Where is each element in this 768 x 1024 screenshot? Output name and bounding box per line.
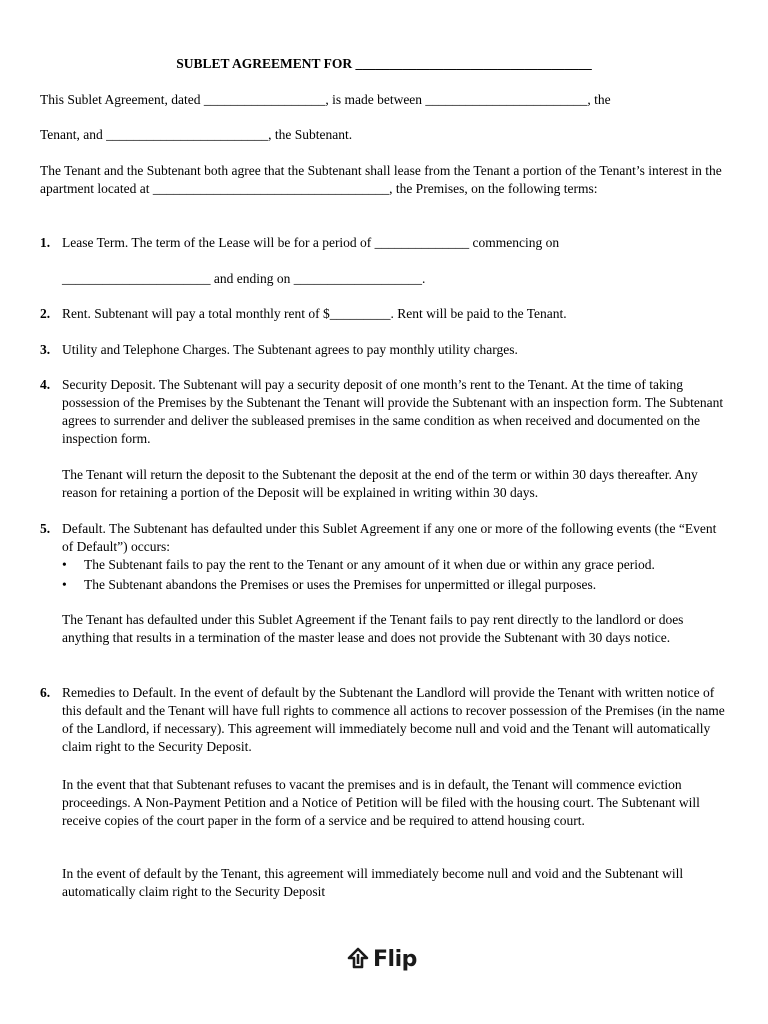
section-1-line-1: Lease Term. The term of the Lease will be for a period of ______________ commencing on <box>62 235 560 250</box>
bullet-text: The Subtenant abandons the Premises or uses the Premises for unpermitted or illegal purposes. <box>84 577 597 592</box>
bullet-icon: • <box>62 577 67 592</box>
section-6-text: Remedies to Default. In the event of default by the Subtenant the Landlord will provide the Tenant with written notice of this default and the Tenant will have full rights to commence all actions to recover possession of the Premises (in the name of the Landlord, if necessary). This agreement will immediately become null and void and the Tenant will automatically claim right to the Security Deposit. <box>62 685 725 754</box>
bullet-text: The Subtenant fails to pay the rent to the Tenant or any amount of it when due or within any grace period. <box>84 557 655 572</box>
section-number: 4. <box>40 377 51 392</box>
document-title: SUBLET AGREEMENT FOR ___________________________________ <box>176 56 592 71</box>
section-6-paragraph-2: In the event that that Subtenant refuses to vacant the premises and is in default, the Tenant will commence eviction proceedings. A Non-Payment Petition and a Notice of Petition will be filed with the housing court. The Subtenant will receive copies of the court paper in the form of a service and be required to attend housing court. <box>62 777 700 828</box>
section-2-text: Rent. Subtenant will pay a total monthly rent of $_________. Rent will be paid to the Tenant. <box>62 306 567 321</box>
section-5 <box>40 520 730 556</box>
section-number: 2. <box>40 306 51 321</box>
flip-logo[interactable] <box>346 945 417 975</box>
section-6-paragraph-3: In the event of default by the Tenant, this agreement will immediately become null and void and the Subtenant will automatically claim right to the Security Deposit <box>62 866 684 899</box>
section-number: 6. <box>40 685 51 700</box>
section-5-text: Default. The Subtenant has defaulted under this Sublet Agreement if any one or more of the following events (the “Event of Default”) occurs: <box>62 521 717 554</box>
section-5-bullet <box>62 576 730 594</box>
section-3-text: Utility and Telephone Charges. The Subtenant agrees to pay monthly utility charges. <box>62 342 518 357</box>
section-number: 1. <box>40 235 51 250</box>
section-number: 3. <box>40 342 51 357</box>
section-1 <box>40 234 730 252</box>
logo-text: Flip <box>373 947 417 972</box>
section-2 <box>40 305 730 323</box>
section-1-line-2: ______________________ and ending on ___________________. <box>62 271 426 286</box>
intro-line-1: This Sublet Agreement, dated __________________, is made between ________________________, the <box>40 92 611 107</box>
section-6 <box>40 684 730 756</box>
flip-arrow-icon <box>346 946 370 975</box>
section-4-text: Security Deposit. The Subtenant will pay a security deposit of one month’s rent to the Tenant. At the time of taking possession of the Premises by the Subtenant the Tenant will provide the Subtenant with an inspection form. The Subtenant agrees to surrender and deliver the subleased premises in the same condition as when received and documented on the inspection form. <box>62 377 724 446</box>
section-4-paragraph-2: The Tenant will return the deposit to the Subtenant the deposit at the end of the term or within 30 days thereafter. Any reason for retaining a portion of the Deposit will be explained in writing within 30 days. <box>62 467 698 500</box>
section-5-paragraph-2: The Tenant has defaulted under this Sublet Agreement if the Tenant fails to pay rent directly to the landlord or does anything that results in a termination of the master lease and does not provide the Subtenant with 30 days notice. <box>62 612 684 645</box>
section-4 <box>40 376 730 448</box>
section-5-bullet <box>62 556 730 574</box>
intro-line-2: Tenant, and ________________________, the Subtenant. <box>40 127 353 142</box>
bullet-icon: • <box>62 557 67 572</box>
section-3 <box>40 341 730 359</box>
section-number: 5. <box>40 521 51 536</box>
intro-paragraph: The Tenant and the Subtenant both agree that the Subtenant shall lease from the Tenant a portion of the Tenant’s interest in the apartment located at ___________________________________, the Premises, on the following terms: <box>40 163 722 196</box>
